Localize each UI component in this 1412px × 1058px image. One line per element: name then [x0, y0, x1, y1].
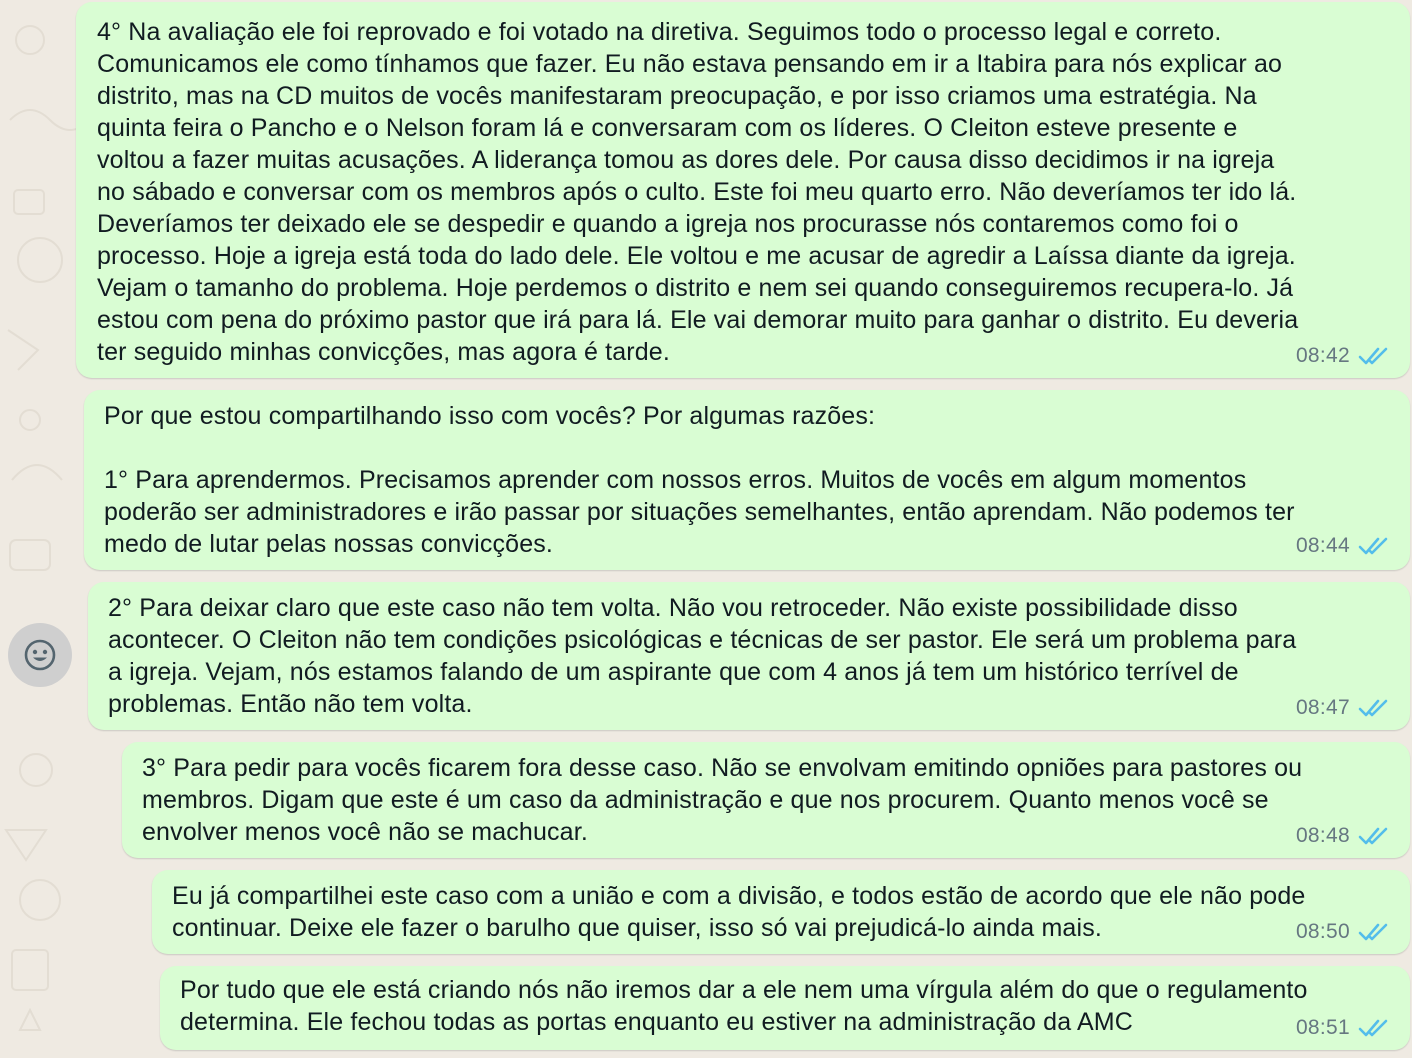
message-bubble[interactable]	[122, 742, 1410, 858]
read-receipt-double-check-icon	[1358, 535, 1390, 557]
read-receipt-double-check-icon	[1358, 825, 1390, 847]
message-text: Por tudo que ele está criando nós não iremos dar a ele nem uma vírgula além do que o regulamento determina. Ele fechou todas as portas enquanto eu estiver na administração da AMC	[180, 976, 1308, 1036]
message-bubble[interactable]	[152, 870, 1410, 954]
message-text: Eu já compartilhei este caso com a união e com a divisão, e todos estão de acordo que ele não pode continuar. Deixe ele fazer o barulho que quiser, isso só vai prejudicá-lo ainda mais.	[172, 882, 1306, 942]
message-bubble[interactable]	[160, 966, 1410, 1050]
message-timestamp: 08:51	[1295, 1016, 1350, 1039]
message-timestamp: 08:47	[1295, 696, 1350, 719]
read-receipt-double-check-icon	[1358, 1017, 1390, 1039]
emoji-reaction-button[interactable]	[8, 623, 72, 687]
message-text: 3° Para pedir para vocês ficarem fora desse caso. Não se envolvam emitindo opniões para pastores ou membros. Digam que este é um caso da administração e que nos procurem. Quanto menos você se envolver menos você não se machucar.	[142, 754, 1303, 846]
message-bubble[interactable]	[84, 390, 1410, 570]
message-timestamp: 08:48	[1295, 824, 1350, 847]
message-text: 2° Para deixar claro que este caso não tem volta. Não vou retroceder. Não existe possibilidade disso acontecer. O Cleiton não tem condições psicológicas e técnicas de ser pastor. Ele será um problema para a igreja. Vejam, nós estamos falando de um aspirante que com 4 anos já tem um histórico terrível de problemas. Então não tem volta.	[108, 594, 1297, 718]
message-meta	[1296, 696, 1390, 720]
message-text: 4° Na avaliação ele foi reprovado e foi votado na diretiva. Seguimos todo o processo legal e correto. Comunicamos ele como tínhamos que fazer. Eu não estava pensando em ir a Itabira para nós explicar ao distrito, mas na CD muitos de vocês manifestaram preocupação, e por isso criamos uma estratégia. Na quinta feira o Pancho e o Nelson foram lá e conversaram com os líderes. O Cleiton esteve presente e voltou a fazer muitas acusações. A liderança tomou as dores dele. Por causa disso decidimos ir na igreja no sábado e conversar com os membros após o culto. Este foi meu quarto erro. Não deveríamos ter ido lá. Deveríamos ter deixado ele se despedir e quando a igreja nos procurasse nós contaremos como foi o processo. Hoje a igreja está toda do lado dele. Ele voltou e me acusar de agredir a Laíssa diante da igreja. Vejam o tamanho do problema. Hoje perdemos o distrito e nem sei quando conseguiremos recupera-lo. Já estou com pena do próximo pastor que irá para lá. Ele vai demorar muito para ganhar o distrito. Eu deveria ter seguido minhas convicções, mas agora é tarde.	[97, 18, 1299, 366]
message-meta	[1296, 1016, 1390, 1040]
read-receipt-double-check-icon	[1358, 921, 1390, 943]
message-text: Por que estou compartilhando isso com vocês? Por algumas razões: 1° Para aprendermos. Precisamos aprender com nossos erros. Muitos de vocês em algum momentos poderão ser administradores e irão passar por situações semelhantes, então aprendam. Não podemos ter medo de lutar pelas nossas convicções.	[104, 402, 1295, 558]
smiley-face-icon	[23, 638, 57, 672]
message-timestamp: 08:44	[1295, 534, 1350, 557]
message-timestamp: 08:50	[1295, 920, 1350, 943]
message-bubble[interactable]	[88, 582, 1410, 730]
message-meta	[1296, 534, 1390, 558]
message-meta	[1296, 920, 1390, 944]
read-receipt-double-check-icon	[1358, 345, 1390, 367]
message-meta	[1296, 824, 1390, 848]
read-receipt-double-check-icon	[1358, 697, 1390, 719]
message-timestamp: 08:42	[1295, 344, 1350, 367]
message-meta	[1296, 344, 1390, 368]
message-bubble[interactable]	[76, 2, 1410, 378]
